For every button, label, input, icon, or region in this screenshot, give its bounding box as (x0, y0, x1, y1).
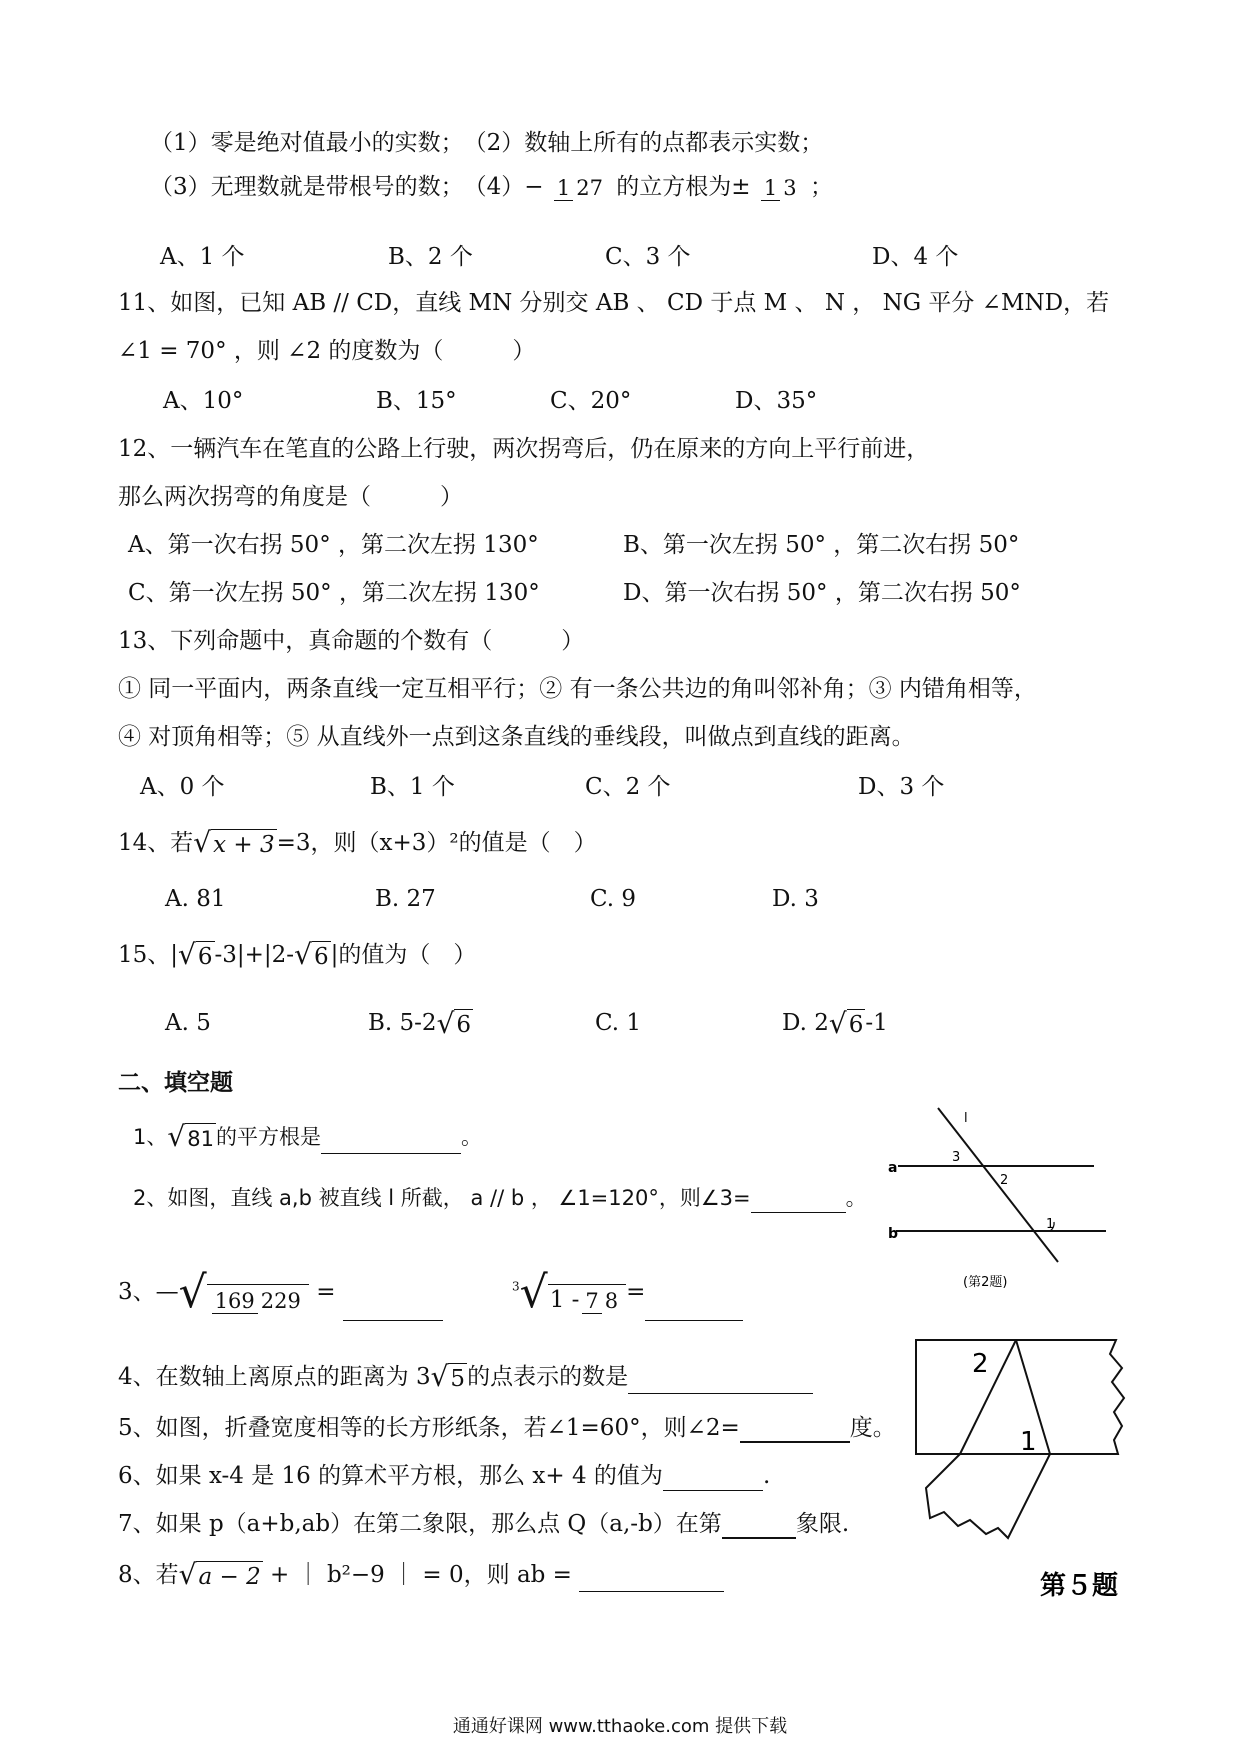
label-2: 2 (1000, 1173, 1009, 1188)
q10-statement-1: （1）零是绝对值最小的实数； (150, 130, 464, 156)
q13-line2: ① 同一平面内，两条直线一定互相平行；② 有一条公共边的角叫邻补角；③ 内错角相等， (118, 676, 1037, 702)
label-1: 1 (1046, 1217, 1055, 1232)
answer-blank[interactable] (628, 1371, 813, 1394)
fill-7 (118, 1509, 849, 1539)
radicand: 6 (196, 941, 215, 972)
fill-1-end: 。 (460, 1125, 482, 1149)
q10-option-b: B、2 个 (388, 244, 473, 270)
sqrt-6: √ 6 (436, 1006, 472, 1040)
answer-blank[interactable] (579, 1569, 724, 1592)
q15-option-d-prefix: D. 2 (782, 1010, 829, 1036)
sqrt-x-plus-3: √x + 3 (193, 826, 275, 859)
figure-caption: 第５题 (1040, 1571, 1119, 1601)
fraction-denominator: 8 (604, 1288, 619, 1313)
fraction-numerator: 169 (212, 1289, 258, 1314)
q10-statement-4-end: ； (809, 174, 833, 200)
q14-option-a: A. 81 (165, 886, 226, 912)
q14-line (118, 828, 597, 860)
q10-statement-3: （3）无理数就是带根号的数； (150, 174, 464, 200)
fraction-numerator: 1 (554, 176, 573, 201)
q13-option-b: B、1 个 (370, 774, 455, 800)
sqrt-a-minus-2: √a − 2 (178, 1558, 261, 1591)
answer-blank[interactable] (751, 1190, 846, 1213)
fill-3-prefix: 3、— (118, 1279, 179, 1305)
fraction-denominator: 3 (783, 175, 797, 200)
cube-radicand-term: 1 - (549, 1287, 580, 1313)
q15-option-b-prefix: B. 5-2 (368, 1010, 437, 1036)
answer-blank[interactable] (722, 1515, 796, 1539)
q12-option-a: A、第一次右拐 50° ，第二次左拐 130° (128, 532, 539, 558)
figure-q5-folded-strip (900, 1330, 1130, 1610)
label-1: 1 (1020, 1427, 1037, 1457)
q11-option-d: D、35° (735, 388, 818, 414)
q13-option-a: A、0 个 (140, 774, 225, 800)
q13-option-d: D、3 个 (858, 774, 945, 800)
q10-line1 (150, 128, 823, 158)
radicand: 6 (847, 1009, 866, 1040)
radicand: 6 (454, 1009, 473, 1040)
q14-option-b: B. 27 (375, 886, 436, 912)
q12-option-c: C、第一次左拐 50° ，第二次左拐 130° (128, 580, 540, 606)
fill-1-text: 的平方根是 (215, 1125, 321, 1149)
label-3: 3 (952, 1150, 961, 1165)
equals-sign: = (626, 1279, 646, 1305)
figure-q2-parallel-lines (868, 1104, 1118, 1294)
radicand: a − 2 (196, 1561, 262, 1592)
sqrt-81: √81 (167, 1120, 214, 1153)
sqrt-5: √5 (430, 1360, 466, 1393)
label-a: a (888, 1160, 898, 1176)
fill-6-end: . (762, 1463, 771, 1489)
sqrt-6: √6 (178, 938, 213, 971)
answer-blank[interactable] (343, 1298, 443, 1321)
fraction-numerator: 7 (582, 1289, 601, 1314)
fill-4-suffix: 的点表示的数是 (467, 1364, 629, 1390)
q15-option-a: A. 5 (165, 1010, 211, 1036)
label-l: l (964, 1111, 968, 1126)
q11-option-b: B、15° (376, 388, 457, 414)
q10-statement-4-prefix: （4）− (463, 174, 544, 200)
label-2: 2 (972, 1349, 989, 1379)
q12-option-d: D、第一次右拐 50° ，第二次右拐 50° (623, 580, 1021, 606)
q11-line1: 11、如图，已知 AB // CD，直线 MN 分别交 AB 、 CD 于点 M 、 N ， NG 平分 ∠MND，若 (118, 290, 1110, 316)
q13-line3: ④ 对顶角相等；⑤ 从直线外一点到这条直线的垂线段，叫做点到直线的距离。 (118, 724, 915, 750)
cube-root: √1 - 7 8 (520, 1265, 627, 1321)
fill-5-text: 5、如图，折叠宽度相等的长方形纸条，若∠1=60°，则∠2= (118, 1415, 740, 1441)
fill-8-prefix: 8、若 (118, 1562, 179, 1588)
sqrt-6: √6 (294, 938, 329, 971)
q15-option-b (368, 1008, 473, 1040)
fill-4-prefix: 4、在数轴上离原点的距离为 3 (118, 1364, 431, 1390)
answer-blank[interactable] (740, 1419, 850, 1443)
fraction-1-3 (761, 176, 800, 201)
fill-8 (118, 1560, 724, 1592)
q15-part3: |的值为（ ） (330, 942, 477, 968)
fraction-7-8 (582, 1289, 621, 1314)
equals-sign: = (316, 1279, 336, 1305)
q14-option-c: C. 9 (590, 886, 637, 912)
q15-part1: 15、| (118, 942, 179, 968)
q14-prefix: 14、若 (118, 830, 194, 856)
sqrt-fraction: √ 169 229 (179, 1265, 309, 1321)
figure-caption: (第2题) (963, 1275, 1008, 1290)
q15-option-d-suffix: -1 (865, 1010, 888, 1036)
fill-1-prefix: 1、 (133, 1125, 168, 1149)
q15-line (118, 940, 476, 972)
answer-blank[interactable] (663, 1468, 763, 1491)
q14-suffix: =3，则（x+3）²的值是（ ） (276, 830, 597, 856)
fill-5 (118, 1413, 896, 1443)
q13-option-c: C、2 个 (585, 774, 671, 800)
radicand: 6 (312, 941, 331, 972)
fill-7-end: 象限. (795, 1511, 850, 1537)
fraction-numerator: 1 (761, 176, 780, 201)
q11-option-a: A、10° (163, 388, 244, 414)
fill-6-text: 6、如果 x-4 是 16 的算术平方根，那么 x+ 4 的值为 (118, 1463, 663, 1489)
section-heading-fill-blank: 二、填空题 (118, 1070, 233, 1096)
cube-root-index: 3 (512, 1279, 520, 1294)
transversal-l (938, 1108, 1058, 1262)
fill-2 (133, 1183, 867, 1213)
q10-option-d: D、4 个 (872, 244, 959, 270)
answer-blank[interactable] (645, 1298, 743, 1321)
q10-statement-2: （2）数轴上所有的点都表示实数； (463, 130, 824, 156)
fill-2-end: 。 (845, 1186, 867, 1210)
fill-6 (118, 1461, 770, 1491)
fill-7-text: 7、如果 p（a+b,ab）在第二象限，那么点 Q（a,-b）在第 (118, 1511, 722, 1537)
q10-line2 (150, 172, 833, 202)
q15-part2: -3|+|2- (214, 942, 295, 968)
fill-4 (118, 1362, 813, 1394)
fill-3 (118, 1265, 443, 1321)
radicand: x + 3 (211, 829, 277, 860)
fill-1 (133, 1122, 482, 1154)
fill-3-cube-root (512, 1265, 743, 1321)
q11-option-c: C、20° (550, 388, 632, 414)
fill-5-end: 度。 (849, 1415, 896, 1441)
q10-statement-4-mid: 的立方根为± (616, 174, 751, 200)
fill-2-text: 2、如图，直线 a,b 被直线 l 所截， a // b ， ∠1=120°，则∠3= (133, 1186, 751, 1210)
fraction-denominator: 27 (576, 175, 603, 200)
q13-line1: 13、下列命题中，真命题的个数有（ ） (118, 628, 585, 654)
page-footer: 通通好课网 www.tthaoke.com 提供下载 (452, 1716, 788, 1737)
fraction-1-27 (554, 176, 606, 201)
q12-line2: 那么两次拐弯的角度是（ ） (118, 484, 463, 510)
sqrt-6: √ 6 (828, 1006, 864, 1040)
radicand: 81 (185, 1123, 216, 1154)
label-b: b (888, 1226, 899, 1242)
q14-option-d: D. 3 (772, 886, 819, 912)
q15-option-d (782, 1008, 888, 1040)
fill-8-text: + ｜ b²−9 ｜ = 0，则 ab = (270, 1562, 572, 1588)
q12-option-b: B、第一次左拐 50° ，第二次右拐 50° (623, 532, 1020, 558)
q10-option-a: A、1 个 (160, 244, 245, 270)
fraction-169-229 (212, 1289, 304, 1314)
radicand: 5 (448, 1363, 467, 1394)
q10-option-c: C、3 个 (605, 244, 691, 270)
q12-line1: 12、一辆汽车在笔直的公路上行驶，两次拐弯后，仍在原来的方向上平行前进， (118, 436, 930, 462)
answer-blank[interactable] (321, 1131, 461, 1154)
fraction-denominator: 229 (260, 1288, 301, 1313)
q15-option-c: C. 1 (595, 1010, 642, 1036)
q11-line2: ∠1 = 70° ，则 ∠2 的度数为（ ） (118, 338, 536, 364)
